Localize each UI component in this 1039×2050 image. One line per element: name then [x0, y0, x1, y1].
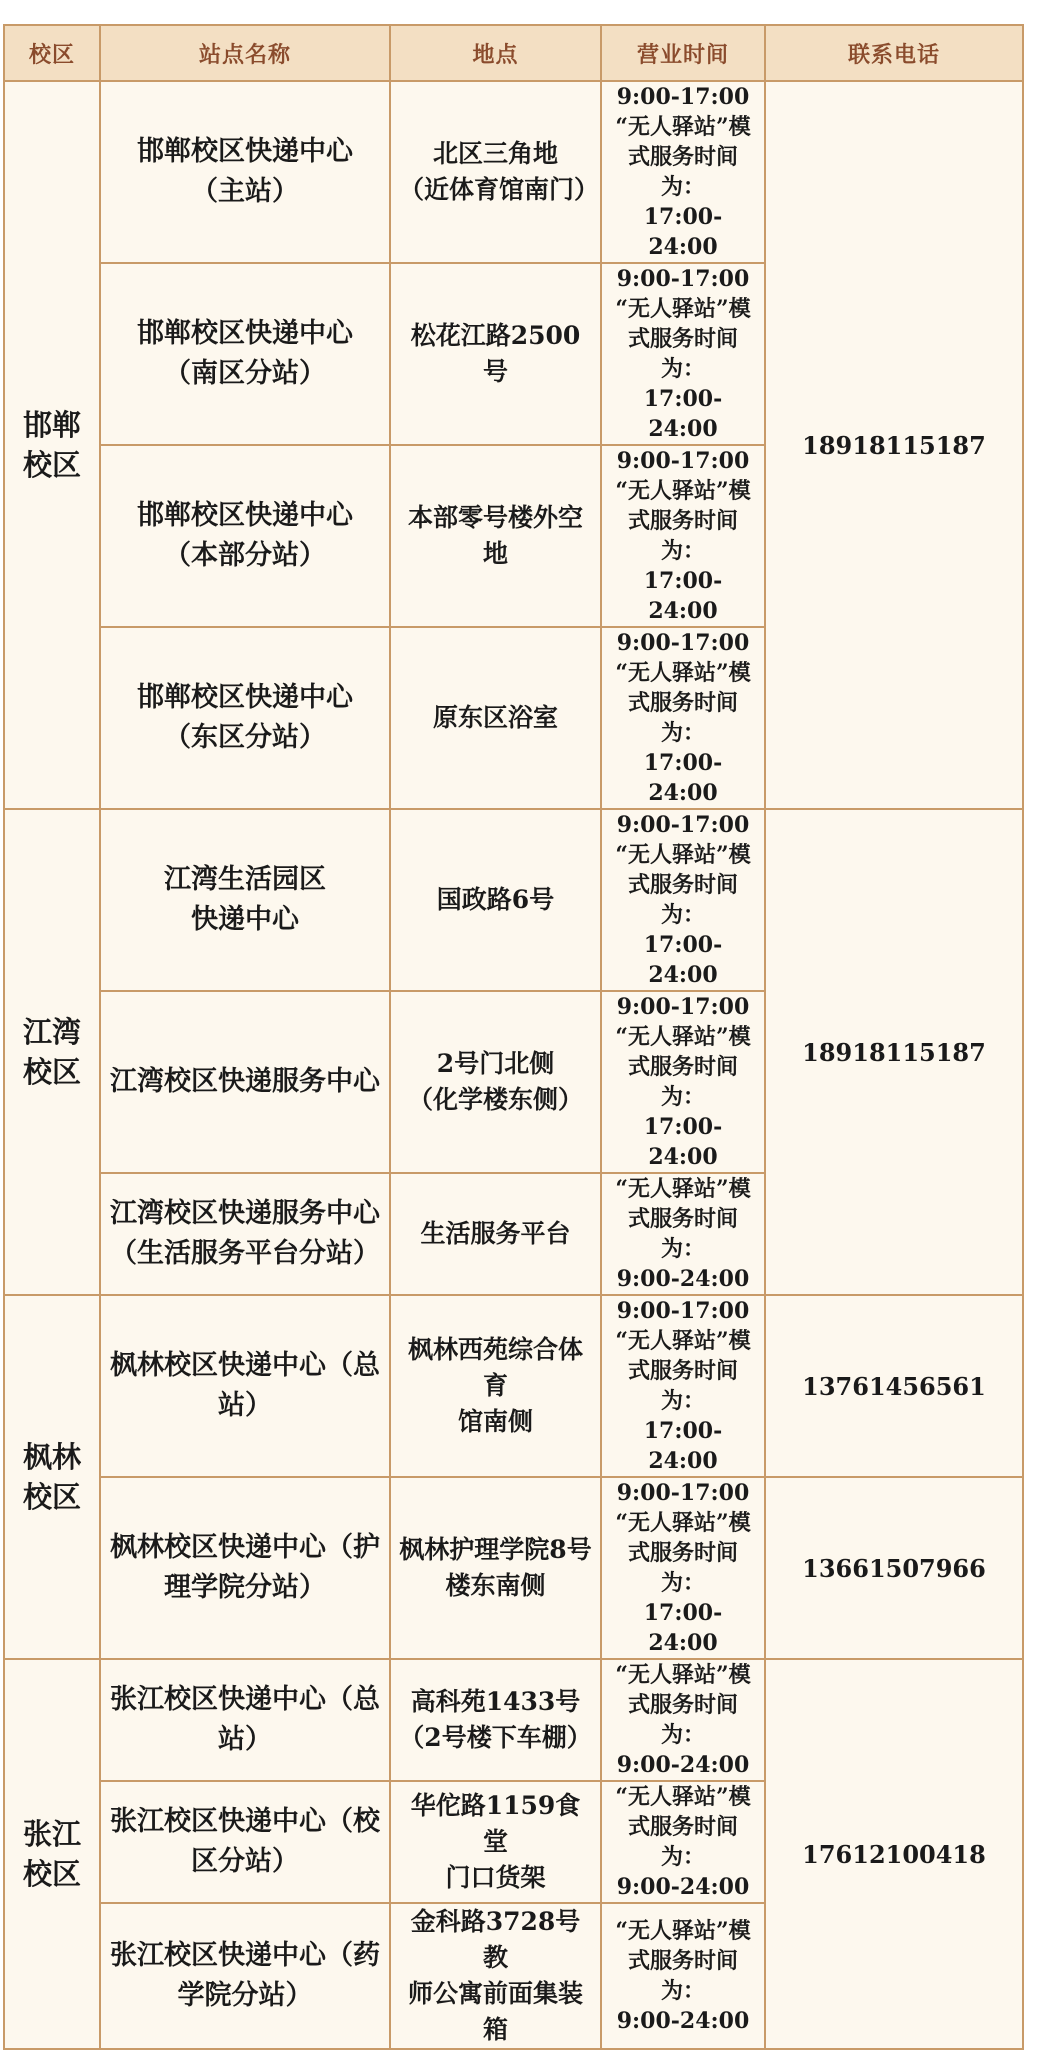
station-cell: [100, 1173, 390, 1295]
hours-cell: [601, 991, 765, 1173]
location-text: 松花江路2500号: [410, 321, 581, 386]
station-name: 邯郸校区快递中心 （主站）: [137, 136, 353, 207]
table-row: [4, 81, 1023, 263]
hours-cell: [601, 1781, 765, 1903]
hours-text: 9:00-17:00 “无人驿站”模 式服务时间为： 17:00-24:00: [615, 630, 751, 806]
phone-cell: [765, 81, 1023, 809]
location-cell: [390, 1477, 601, 1659]
phone-cell: [765, 1477, 1023, 1659]
hours-cell: [601, 1295, 765, 1477]
station-name: 枫林校区快递中心（总 站）: [110, 1350, 380, 1421]
phone-cell: [765, 1295, 1023, 1477]
header-location: 地点: [390, 25, 601, 81]
hours-cell: [601, 1903, 765, 2049]
location-cell: [390, 991, 601, 1173]
hours-cell: [601, 445, 765, 627]
table-row: [4, 1295, 1023, 1477]
phone-number: 13761456561: [802, 1371, 986, 1401]
station-name: 张江校区快递中心（药 学院分站）: [110, 1940, 380, 2011]
campus-cell: [4, 81, 100, 809]
campus-name: 江湾 校区: [22, 1015, 81, 1089]
table-row: [4, 1659, 1023, 1781]
campus-name: 枫林 校区: [22, 1440, 81, 1514]
hours-text: 9:00-17:00 “无人驿站”模 式服务时间为： 17:00-24:00: [615, 994, 751, 1170]
location-text: 金科路3728号教 师公寓前面集装箱: [407, 1907, 583, 2044]
hours-cell: [601, 1173, 765, 1295]
location-text: 本部零号楼外空地: [407, 503, 583, 568]
header-campus: 校区: [4, 25, 100, 81]
station-cell: [100, 263, 390, 445]
phone-number: 18918115187: [802, 1037, 986, 1067]
phone-number: 13661507966: [802, 1553, 986, 1583]
station-cell: [100, 1659, 390, 1781]
location-text: 生活服务平台: [420, 1219, 571, 1248]
station-cell: [100, 81, 390, 263]
hours-text: 9:00-17:00 “无人驿站”模 式服务时间为： 17:00-24:00: [615, 1480, 751, 1656]
table-row: [4, 809, 1023, 991]
location-text: 枫林西苑综合体育 馆南侧: [407, 1335, 583, 1436]
station-name: 邯郸校区快递中心 （东区分站）: [137, 682, 353, 753]
campus-cell: [4, 1295, 100, 1659]
header-contact-phone: 联系电话: [765, 25, 1023, 81]
location-text: 华佗路1159食堂 门口货架: [410, 1791, 581, 1892]
hours-cell: [601, 81, 765, 263]
location-cell: [390, 1295, 601, 1477]
phone-number: 18918115187: [802, 430, 986, 460]
hours-text: “无人驿站”模 式服务时间为： 9:00-24:00: [615, 1784, 751, 1900]
header-station-name: 站点名称: [100, 25, 390, 81]
hours-cell: [601, 627, 765, 809]
location-cell: [390, 809, 601, 991]
hours-text: 9:00-17:00 “无人驿站”模 式服务时间为： 17:00-24:00: [615, 1298, 751, 1474]
location-cell: [390, 627, 601, 809]
hours-text: 9:00-17:00 “无人驿站”模 式服务时间为： 17:00-24:00: [615, 84, 751, 260]
station-name: 江湾校区快递服务中心 （生活服务平台分站）: [110, 1198, 380, 1269]
hours-cell: [601, 1477, 765, 1659]
station-name: 邯郸校区快递中心 （本部分站）: [137, 500, 353, 571]
hours-cell: [601, 263, 765, 445]
station-name: 江湾校区快递服务中心: [110, 1066, 380, 1097]
station-cell: [100, 1781, 390, 1903]
station-cell: [100, 627, 390, 809]
location-text: 国政路6号: [436, 885, 555, 914]
phone-number: 17612100418: [802, 1839, 986, 1869]
hours-text: “无人驿站”模 式服务时间为： 9:00-24:00: [615, 1662, 751, 1778]
location-cell: [390, 1903, 601, 2049]
location-text: 北区三角地 （近体育馆南门）: [399, 139, 600, 204]
location-cell: [390, 1173, 601, 1295]
station-cell: [100, 809, 390, 991]
hours-text: 9:00-17:00 “无人驿站”模 式服务时间为： 17:00-24:00: [615, 266, 751, 442]
station-name: 邯郸校区快递中心 （南区分站）: [137, 318, 353, 389]
location-text: 2号门北侧 （化学楼东侧）: [407, 1049, 583, 1114]
campus-cell: [4, 809, 100, 1295]
location-text: 枫林护理学院8号 楼东南侧: [399, 1535, 592, 1600]
station-cell: [100, 991, 390, 1173]
location-cell: [390, 1659, 601, 1781]
location-text: 高科苑1433号 （2号楼下车棚）: [399, 1687, 592, 1752]
hours-cell: [601, 809, 765, 991]
hours-text: “无人驿站”模 式服务时间为： 9:00-24:00: [615, 1176, 751, 1292]
station-cell: [100, 1903, 390, 2049]
station-cell: [100, 1477, 390, 1659]
express-station-table: [3, 24, 1024, 2050]
campus-name: 张江 校区: [22, 1817, 81, 1891]
table-row: [4, 1477, 1023, 1659]
station-cell: [100, 1295, 390, 1477]
header-business-hours: 营业时间: [601, 25, 765, 81]
location-cell: [390, 1781, 601, 1903]
hours-text: 9:00-17:00 “无人驿站”模 式服务时间为： 17:00-24:00: [615, 448, 751, 624]
hours-cell: [601, 1659, 765, 1781]
campus-name: 邯郸 校区: [22, 408, 81, 482]
phone-cell: [765, 1659, 1023, 2049]
phone-cell: [765, 809, 1023, 1295]
location-cell: [390, 263, 601, 445]
campus-cell: [4, 1659, 100, 2049]
station-cell: [100, 445, 390, 627]
station-name: 枫林校区快递中心（护 理学院分站）: [110, 1532, 380, 1603]
header-row: [4, 25, 1023, 81]
hours-text: 9:00-17:00 “无人驿站”模 式服务时间为： 17:00-24:00: [615, 812, 751, 988]
location-cell: [390, 445, 601, 627]
hours-text: “无人驿站”模 式服务时间为： 9:00-24:00: [615, 1918, 751, 2034]
location-text: 原东区浴室: [432, 703, 558, 732]
station-name: 张江校区快递中心（总 站）: [110, 1684, 380, 1755]
station-name: 江湾生活园区 快递中心: [164, 864, 326, 935]
location-cell: [390, 81, 601, 263]
station-name: 张江校区快递中心（校 区分站）: [110, 1806, 380, 1877]
